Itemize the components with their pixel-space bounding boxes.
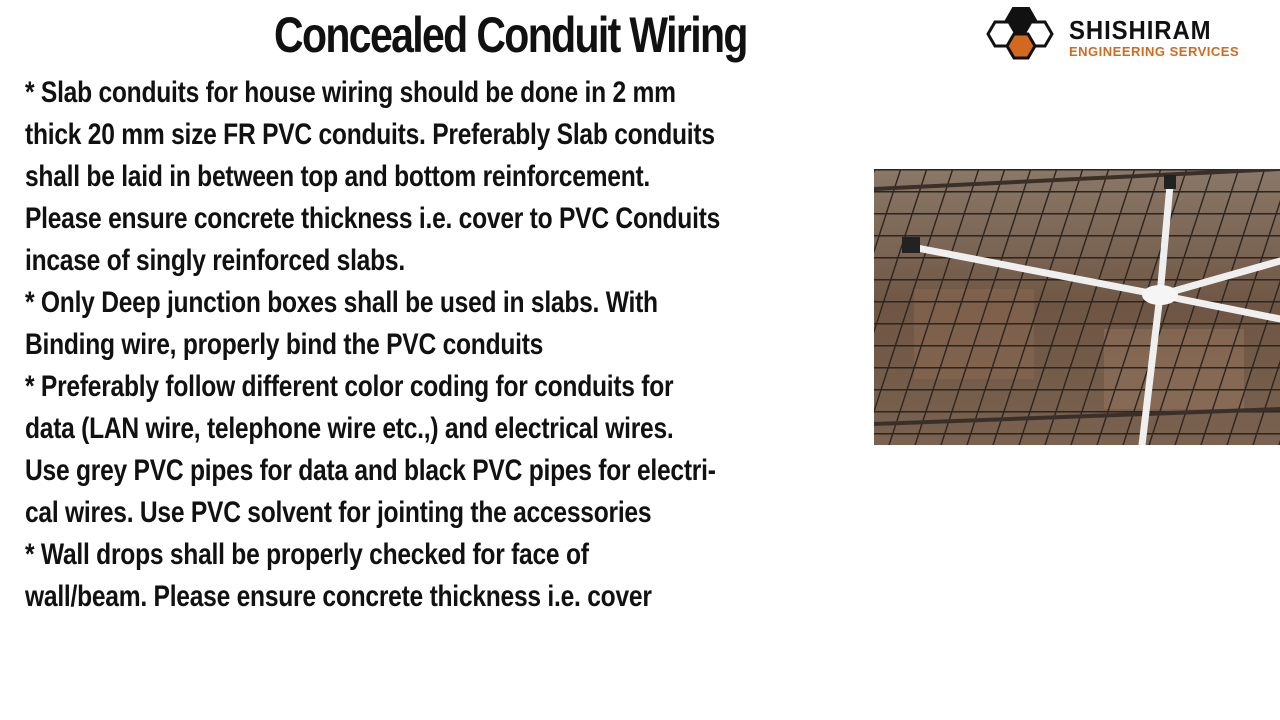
hexagon-cluster-icon [985,4,1065,62]
slab-reinforcement-with-pvc-conduits-photo [874,169,1280,445]
text-line: Use grey PVC pipes for data and black PVC pipes for electri- [25,454,716,487]
text-line: wall/beam. Please ensure concrete thickness i.e. cover [25,580,652,613]
text-line: Binding wire, properly bind the PVC conduits [25,328,544,361]
text-line: incase of singly reinforced slabs. [25,244,405,277]
slide-title: Concealed Conduit Wiring [274,7,747,63]
brand-name: SHISHIRAM [1069,15,1212,45]
text-line: * Slab conduits for house wiring should be done in 2 mm [25,76,676,109]
text-line: Please ensure concrete thickness i.e. cover to PVC Conduits [25,202,721,235]
body-text [25,72,845,618]
company-logo [985,4,1255,62]
text-line: * Only Deep junction boxes shall be used in slabs. With [25,286,658,319]
text-line: * Wall drops shall be properly checked for face of [25,538,589,571]
text-line: thick 20 mm size FR PVC conduits. Preferably Slab conduits [25,118,715,151]
text-line: cal wires. Use PVC solvent for jointing the accessories [25,496,652,529]
brand-subtitle: ENGINEERING SERVICES [1069,44,1240,59]
text-line: * Preferably follow different color coding for conduits for [25,370,674,403]
text-line: shall be laid in between top and bottom reinforcement. [25,160,651,193]
text-line: data (LAN wire, telephone wire etc.,) and electrical wires. [25,412,674,445]
